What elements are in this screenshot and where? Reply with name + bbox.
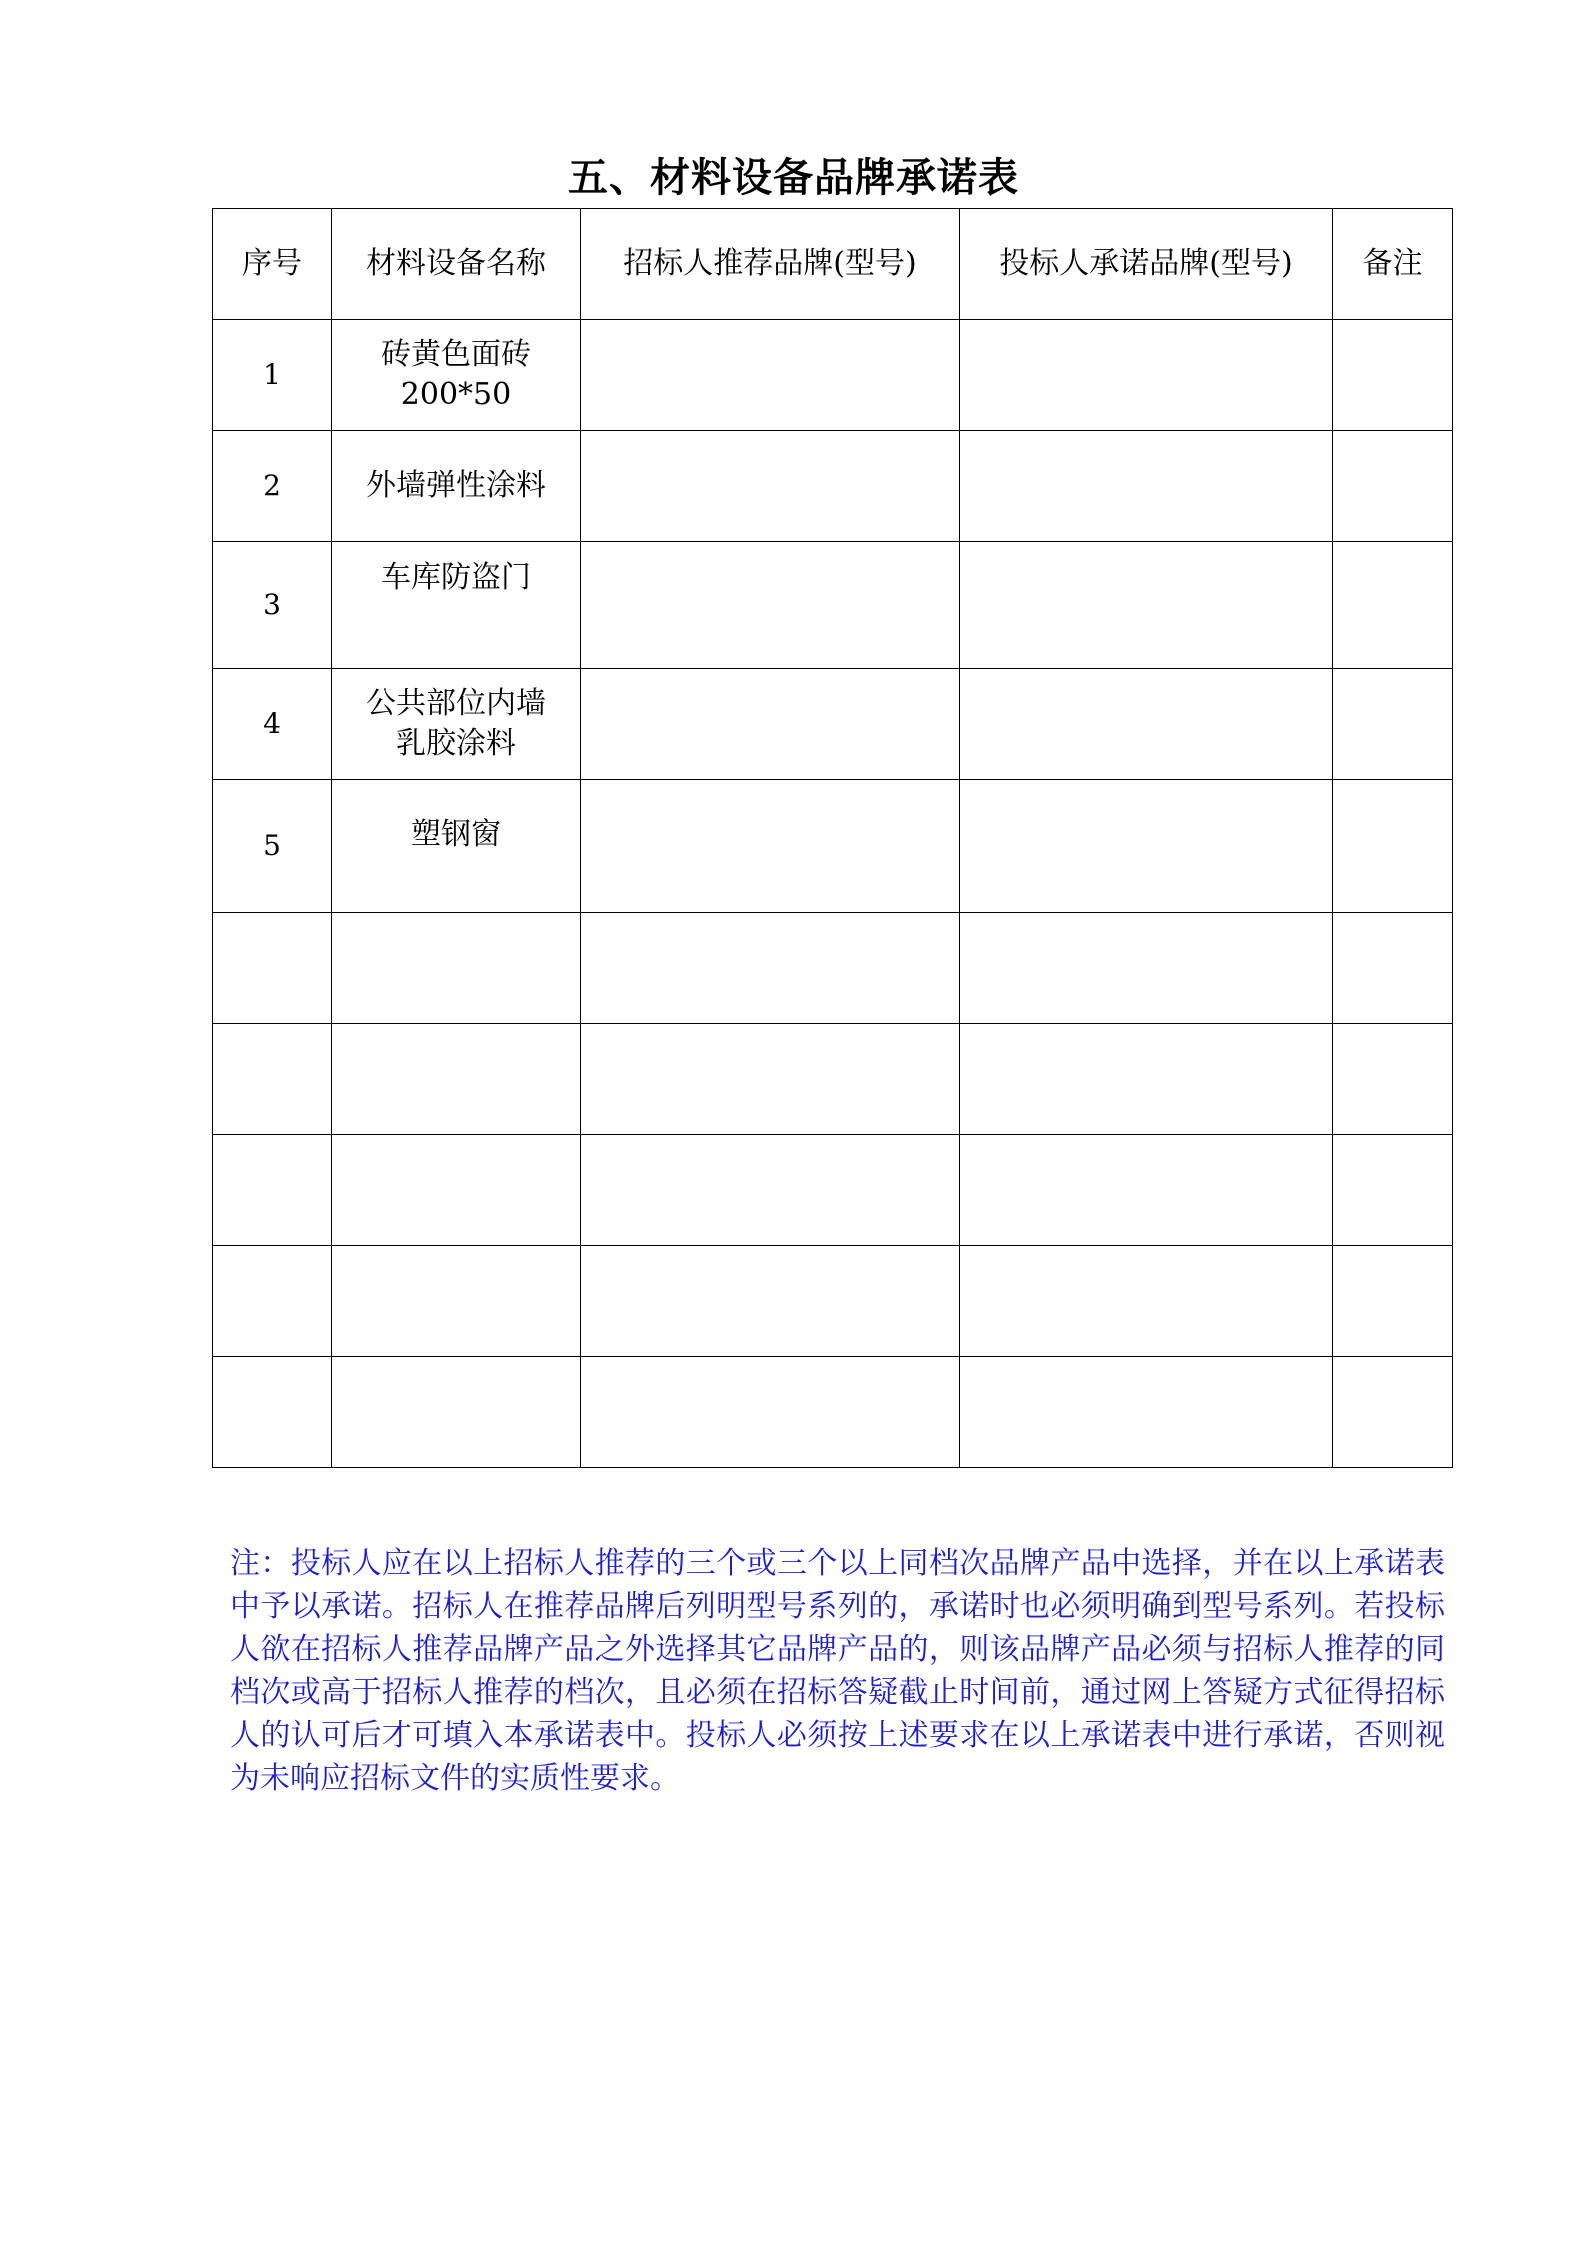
material-name: 塑钢窗	[332, 780, 581, 913]
recommended-brand-cell	[581, 669, 960, 780]
committed-brand-cell	[960, 1246, 1333, 1357]
committed-brand-cell	[960, 669, 1333, 780]
row-index: 3	[213, 542, 332, 669]
table-row	[213, 669, 1453, 780]
row-index: 2	[213, 431, 332, 542]
row-index	[213, 1357, 332, 1468]
material-name: 公共部位内墙 乳胶涂料	[332, 669, 581, 780]
page-title: 五、材料设备品牌承诺表	[568, 154, 1019, 201]
recommended-brand-cell	[581, 542, 960, 669]
recommended-brand-cell	[581, 1246, 960, 1357]
recommended-brand-cell	[581, 780, 960, 913]
material-name: 车库防盗门	[332, 542, 581, 669]
remark-cell	[1333, 669, 1453, 780]
committed-brand-cell	[960, 1024, 1333, 1135]
row-index: 4	[213, 669, 332, 780]
committed-brand-cell	[960, 431, 1333, 542]
row-index: 5	[213, 780, 332, 913]
table-row	[213, 1357, 1453, 1468]
remark-cell	[1333, 431, 1453, 542]
material-name: 外墙弹性涂料	[332, 431, 581, 542]
committed-brand-cell	[960, 320, 1333, 431]
remark-cell	[1333, 1024, 1453, 1135]
committed-brand-cell	[960, 780, 1333, 913]
row-index	[213, 913, 332, 1024]
committed-brand-cell	[960, 1357, 1333, 1468]
material-name	[332, 913, 581, 1024]
table-row	[213, 542, 1453, 669]
table-row	[213, 431, 1453, 542]
header-recommended-brand: 招标人推荐品牌(型号)	[581, 209, 960, 320]
table-header-row	[213, 209, 1453, 320]
committed-brand-cell	[960, 913, 1333, 1024]
remark-cell	[1333, 542, 1453, 669]
recommended-brand-cell	[581, 320, 960, 431]
table-row	[213, 1024, 1453, 1135]
recommended-brand-cell	[581, 1024, 960, 1135]
header-material-name: 材料设备名称	[332, 209, 581, 320]
table-row	[213, 320, 1453, 431]
row-index	[213, 1135, 332, 1246]
table-row	[213, 1135, 1453, 1246]
row-index	[213, 1024, 332, 1135]
header-index: 序号	[213, 209, 332, 320]
recommended-brand-cell	[581, 431, 960, 542]
material-name	[332, 1024, 581, 1135]
header-committed-brand: 投标人承诺品牌(型号)	[960, 209, 1333, 320]
header-remark: 备注	[1333, 209, 1453, 320]
table-row	[213, 913, 1453, 1024]
table-row	[213, 780, 1453, 913]
material-name: 砖黄色面砖 200*50	[332, 320, 581, 431]
material-name	[332, 1246, 581, 1357]
brand-commitment-table	[212, 208, 1453, 1468]
recommended-brand-cell	[581, 913, 960, 1024]
remark-cell	[1333, 320, 1453, 431]
table-row	[213, 1246, 1453, 1357]
remark-cell	[1333, 1357, 1453, 1468]
remark-cell	[1333, 1135, 1453, 1246]
committed-brand-cell	[960, 542, 1333, 669]
note-paragraph: 注：投标人应在以上招标人推荐的三个或三个以上同档次品牌产品中选择，并在以上承诺表中予以承诺。招标人在推荐品牌后列明型号系列的，承诺时也必须明确到型号系列。若投标人欲在招标人推荐品牌产品之外选择其它品牌产品的，则该品牌产品必须与招标人推荐的同档次或高于招标人推荐的档次，且必须在招标答疑截止时间前，通过网上答疑方式征得招标人的认可后才可填入本承诺表中。投标人必须按上述要求在以上承诺表中进行承诺，否则视为未响应招标文件的实质性要求。	[230, 1546, 1445, 1796]
recommended-brand-cell	[581, 1135, 960, 1246]
committed-brand-cell	[960, 1135, 1333, 1246]
material-name	[332, 1357, 581, 1468]
recommended-brand-cell	[581, 1357, 960, 1468]
material-name	[332, 1135, 581, 1246]
row-index	[213, 1246, 332, 1357]
remark-cell	[1333, 780, 1453, 913]
remark-cell	[1333, 913, 1453, 1024]
remark-cell	[1333, 1246, 1453, 1357]
row-index: 1	[213, 320, 332, 431]
